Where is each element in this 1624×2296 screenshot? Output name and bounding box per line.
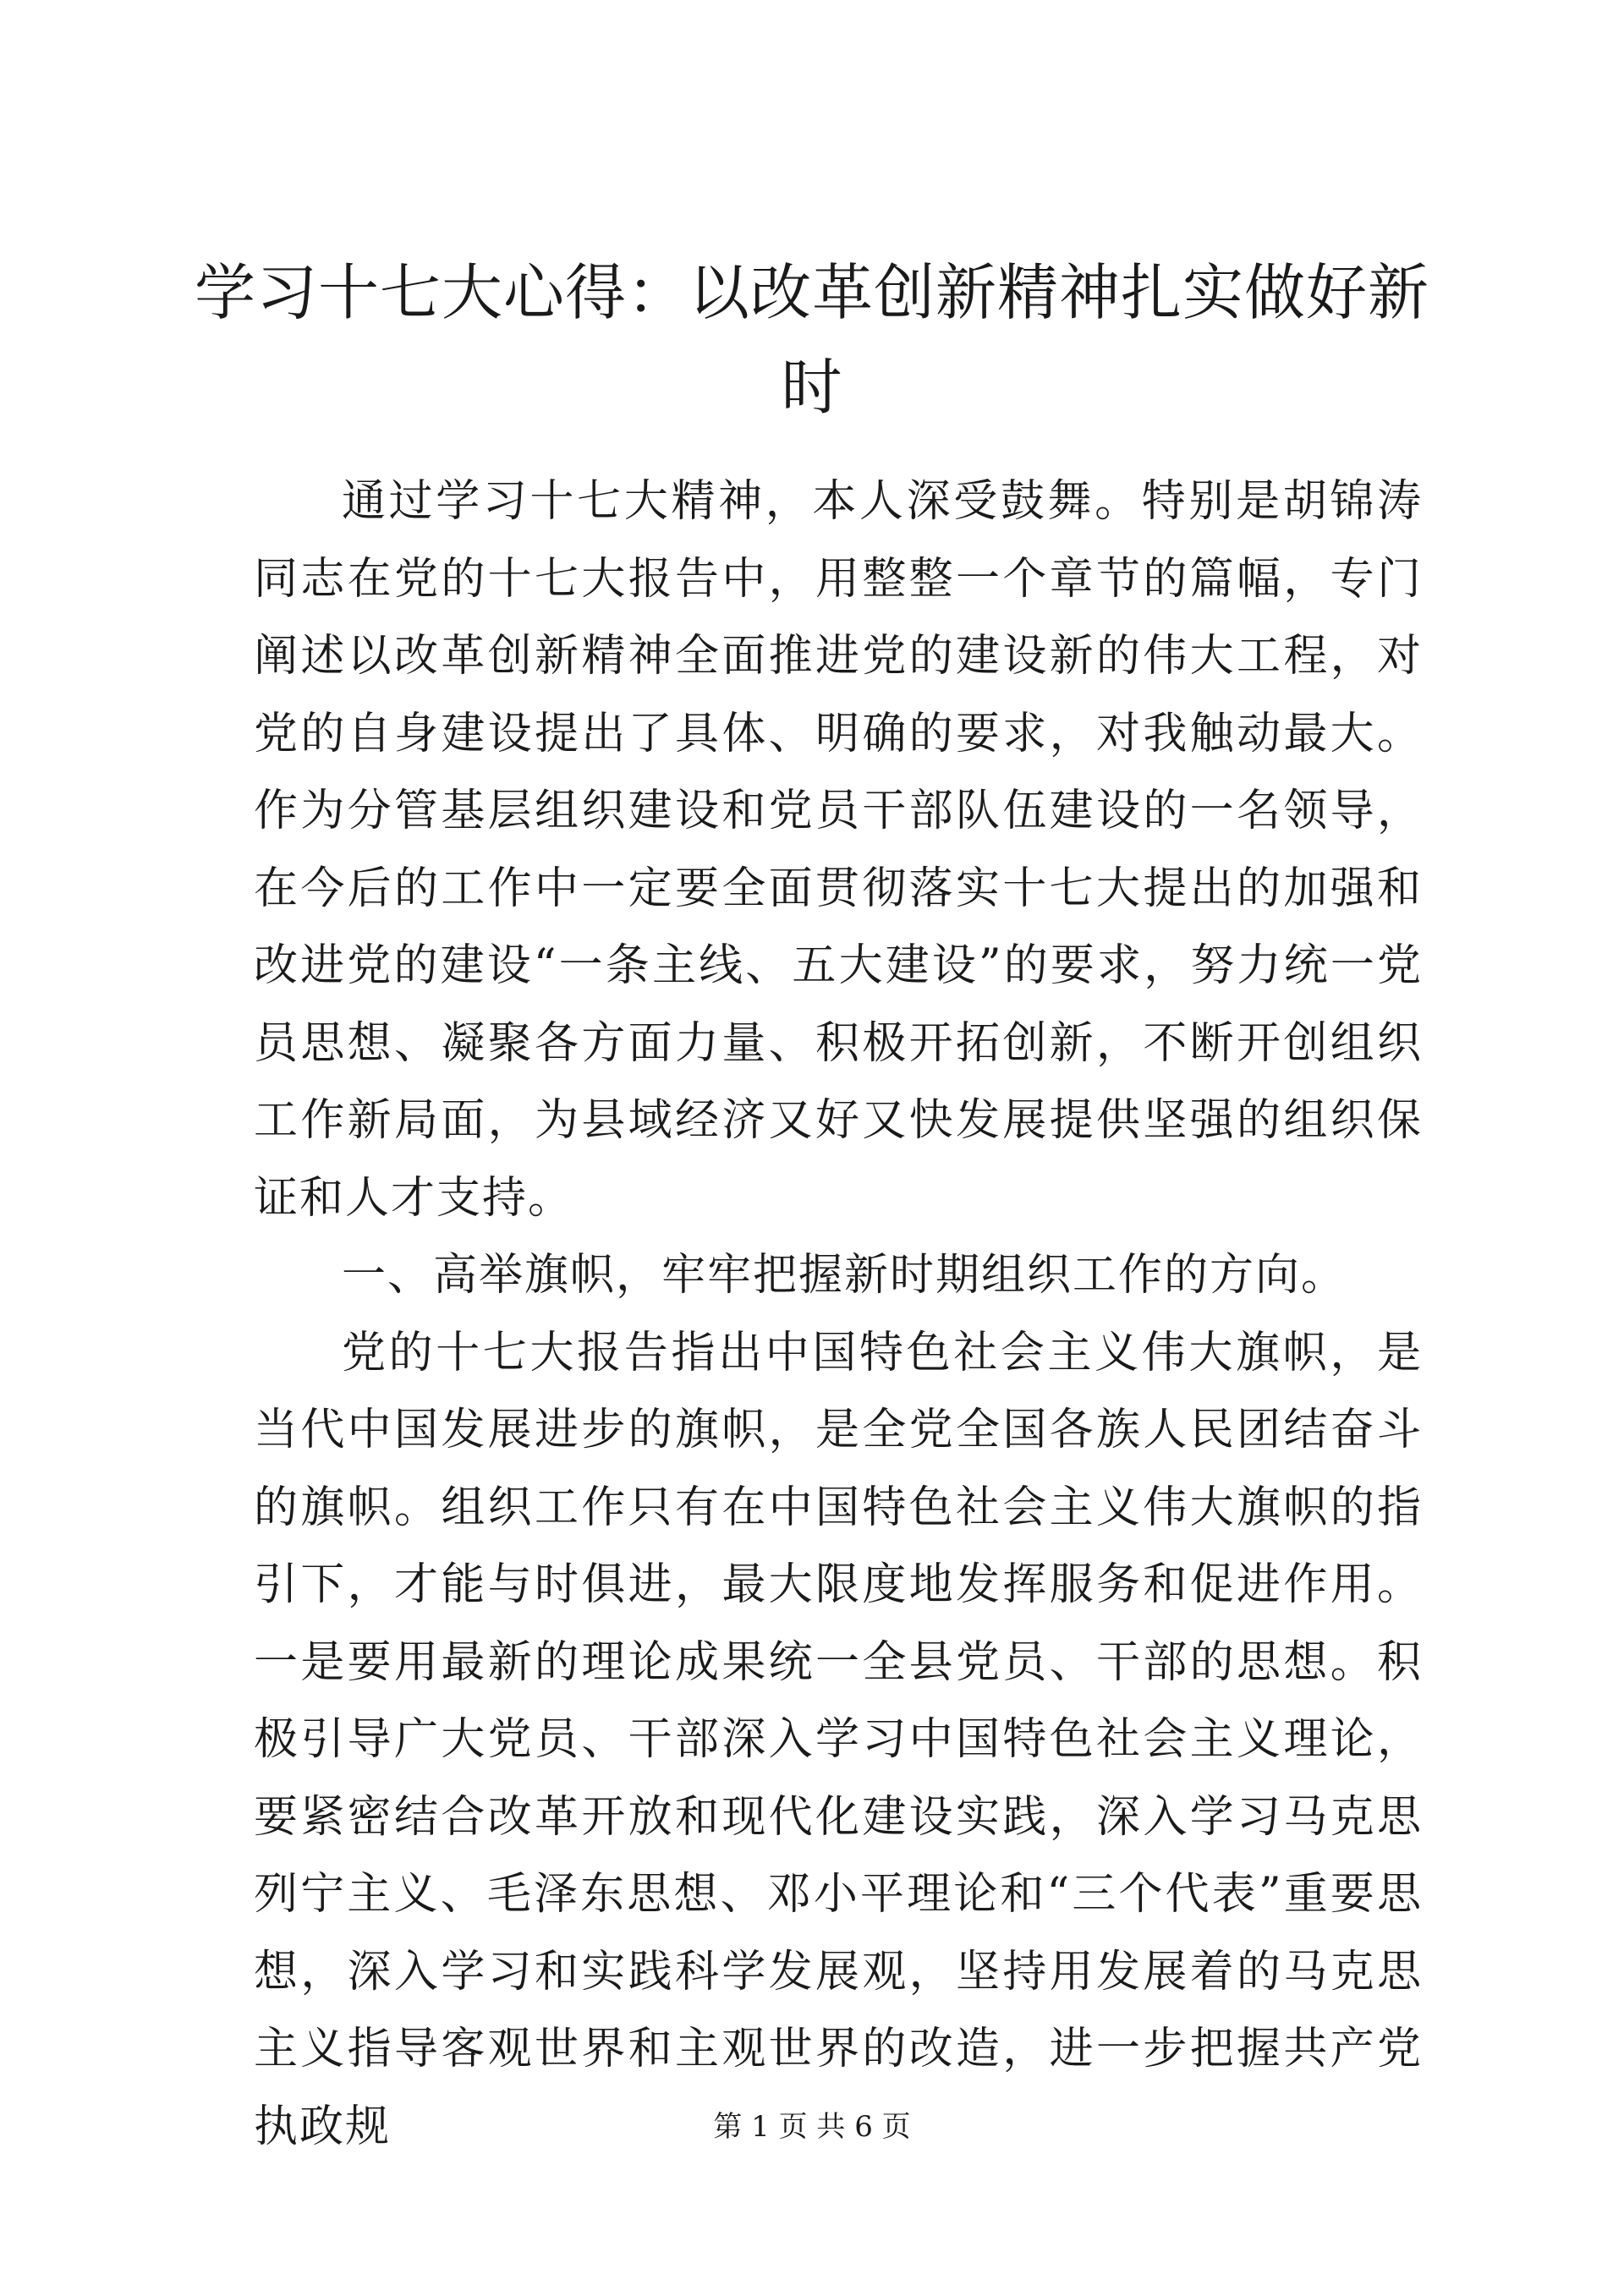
page-number-footer: 第 1 页 共 6 页: [713, 2110, 911, 2144]
document-body: [254, 463, 1423, 2166]
document-title: 学习十七大心得：以改革创新精神扎实做好新时: [195, 257, 1430, 423]
section-heading-1: 一、高举旗帜，牢牢把握新时期组织工作的方向。: [342, 1250, 1347, 1301]
body-paragraph-intro: 通过学习十七大精神，本人深受鼓舞。特别是胡锦涛同志在党的十七大报告中，用整整一个章节的篇幅，专门阐述以改革创新精神全面推进党的建设新的伟大工程，对党的自身建设提出了具体、明确的要求，对我触动最大。作为分管基层组织建设和党员干部队伍建设的一名领导，在今后的工作中一定要全面贯彻落实十七大提出的加强和改进党的建设“一条主线、五大建设”的要求，努力统一党员思想、凝聚各方面力量、积极开拓创新，不断开创组织工作新局面，为县域经济又好又快发展提供坚强的组织保证和人才支持。: [254, 476, 1423, 1224]
body-paragraph-section-1: 党的十七大报告指出中国特色社会主义伟大旗帜，是当代中国发展进步的旗帜，是全党全国各族人民团结奋斗的旗帜。组织工作只有在中国特色社会主义伟大旗帜的指引下，才能与时俱进，最大限度地发挥服务和促进作用。一是要用最新的理论成果统一全县党员、干部的思想。积极引导广大党员、干部深入学习中国特色社会主义理论，要紧密结合改革开放和现代化建设实践，深入学习马克思列宁主义、毛泽东思想、邓小平理论和“三个代表”重要思想，深入学习和实践科学发展观，坚持用发展着的马克思主义指导客观世界和主观世界的改造，进一步把握共产党执政规: [254, 1327, 1423, 2152]
